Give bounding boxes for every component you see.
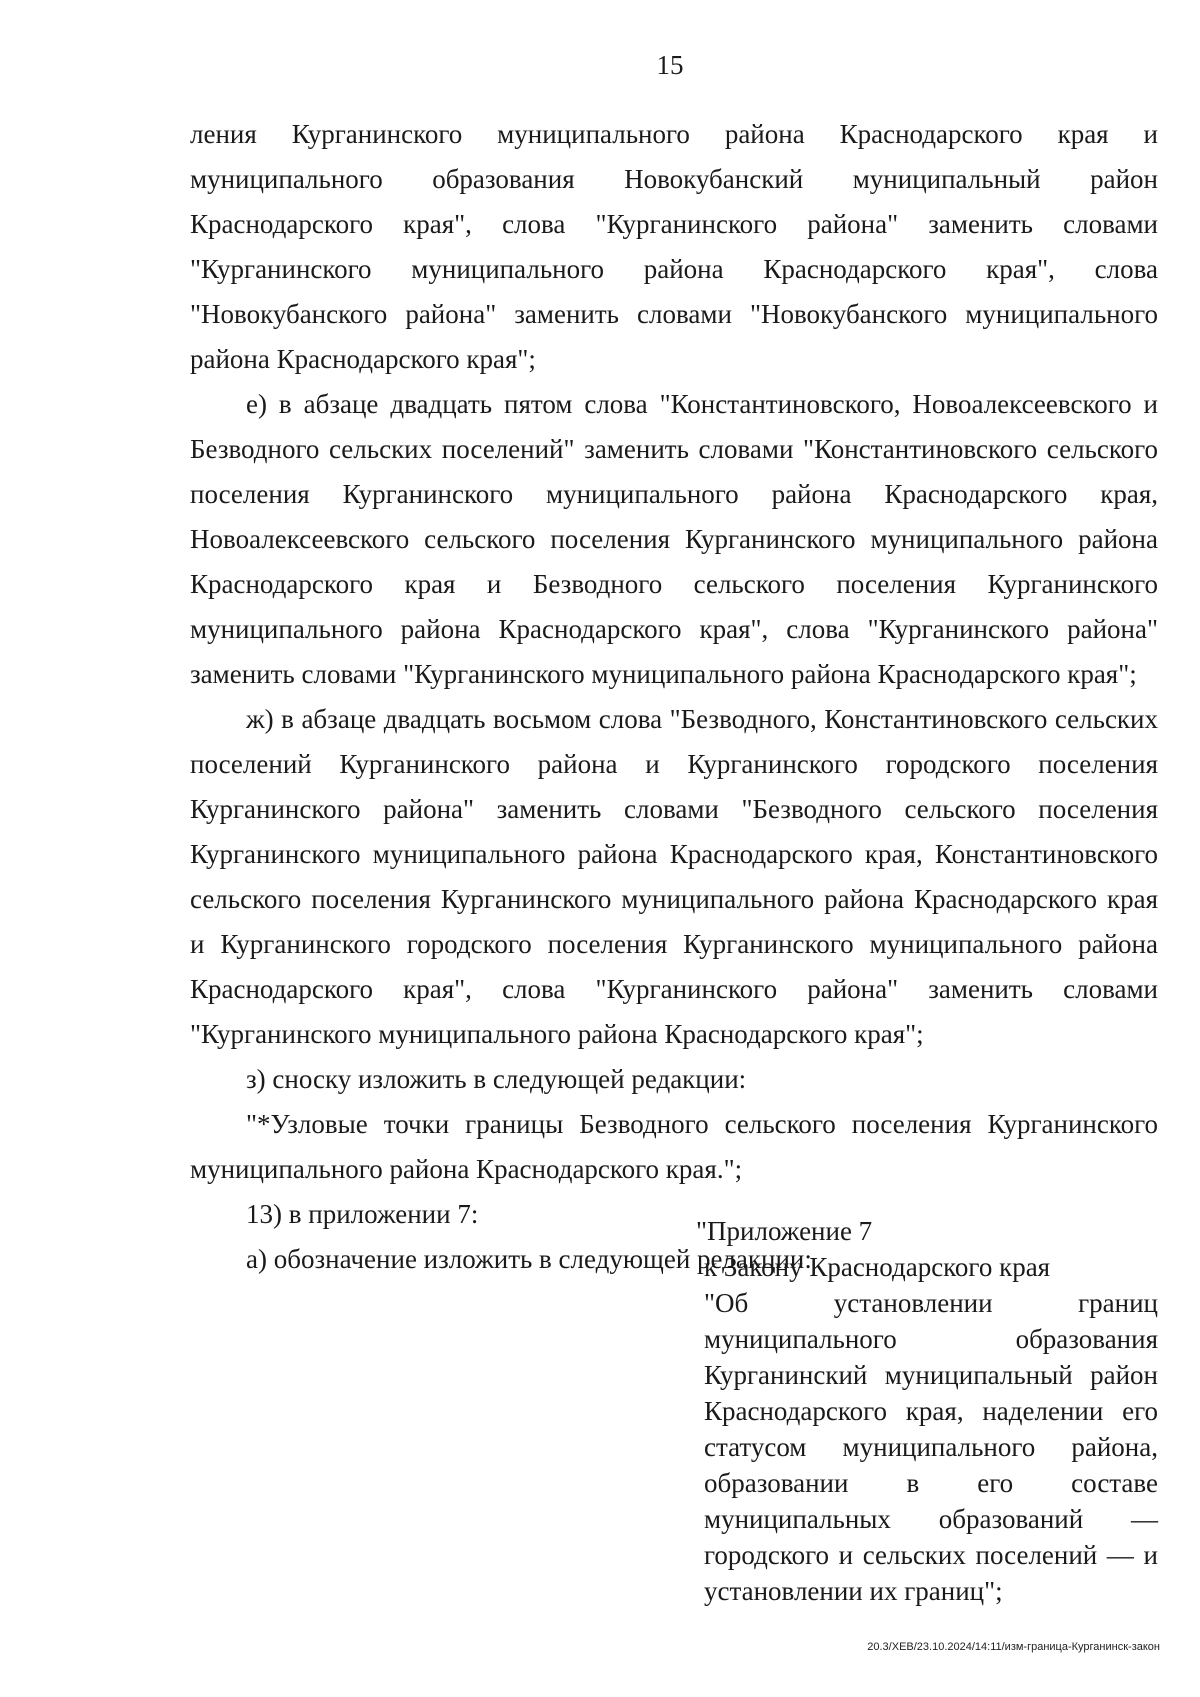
paragraph-item-13: 13) в приложении 7: bbox=[246, 1199, 479, 1229]
annex-title: "Приложение 7 bbox=[696, 1216, 873, 1246]
annex-description: "Об установлении границ муниципального образования Курганинский муниципальный район Краснодарского края, наделении его статусом муниципального района, образовании в его составе муниципальных образований — городского и сельских поселений — и установлении их границ"; bbox=[704, 1288, 1158, 1606]
paragraph-item-e: е) в абзаце двадцать пятом слова "Константиновского, Новоалексеевского и Безводного сельских поселений" заменить словами "Константиновского сельского поселения Курганинского муниципального района Краснодарского края, Новоалексеевского сельского поселения Курганинского муниципального района Краснодарского края и Безводного сельского поселения Курганинского муниципального района Краснодарского края", слова "Курганинского района" заменить словами "Курганинского муниципального района Краснодарского края"; bbox=[190, 389, 1158, 689]
paragraph-item-zh: ж) в абзаце двадцать восьмом слова "Безводного, Константиновского сельских поселений Курганинского района и Курганинского городского поселения Курганинского района" заменить словами "Безводного сельского поселения Курганинского муниципального района Краснодарского края, Константиновского сельского поселения Курганинского муниципального района Краснодарского края и Курганинского городского поселения Курганинского муниципального района Краснодарского края", слова "Курганинского района" заменить словами "Курганинского муниципального района Краснодарского края"; bbox=[190, 704, 1158, 1049]
paragraph-footnote-text: "*Узловые точки границы Безводного сельского поселения Курганинского муниципального района Краснодарского края."; bbox=[190, 1109, 1158, 1184]
paragraph-item-z: з) сноску изложить в следующей редакции: bbox=[246, 1064, 747, 1094]
paragraph-continuation: ления Курганинского муниципального района Краснодарского края и муниципального образования Новокубанский муниципальный район Краснодарского края", слова "Курганинского района" заменить словами "Курганинского муниципального района Краснодарского края", слова "Новокубанского района" заменить словами "Новокубанского муниципального района Краснодарского края"; bbox=[190, 119, 1158, 374]
paragraph-item-a: а) обозначение изложить в следующей редакции: bbox=[246, 1244, 812, 1274]
document-body bbox=[190, 112, 1158, 1282]
annex-heading-block bbox=[696, 1213, 1158, 1609]
page-number: 15 bbox=[656, 50, 684, 80]
annex-subtitle: к Закону Краснодарского края bbox=[704, 1252, 1051, 1282]
footer-document-code: 20.3/ХЕВ/23.10.2024/14:11/изм-граница-Курганинск-закон bbox=[867, 1641, 1160, 1653]
